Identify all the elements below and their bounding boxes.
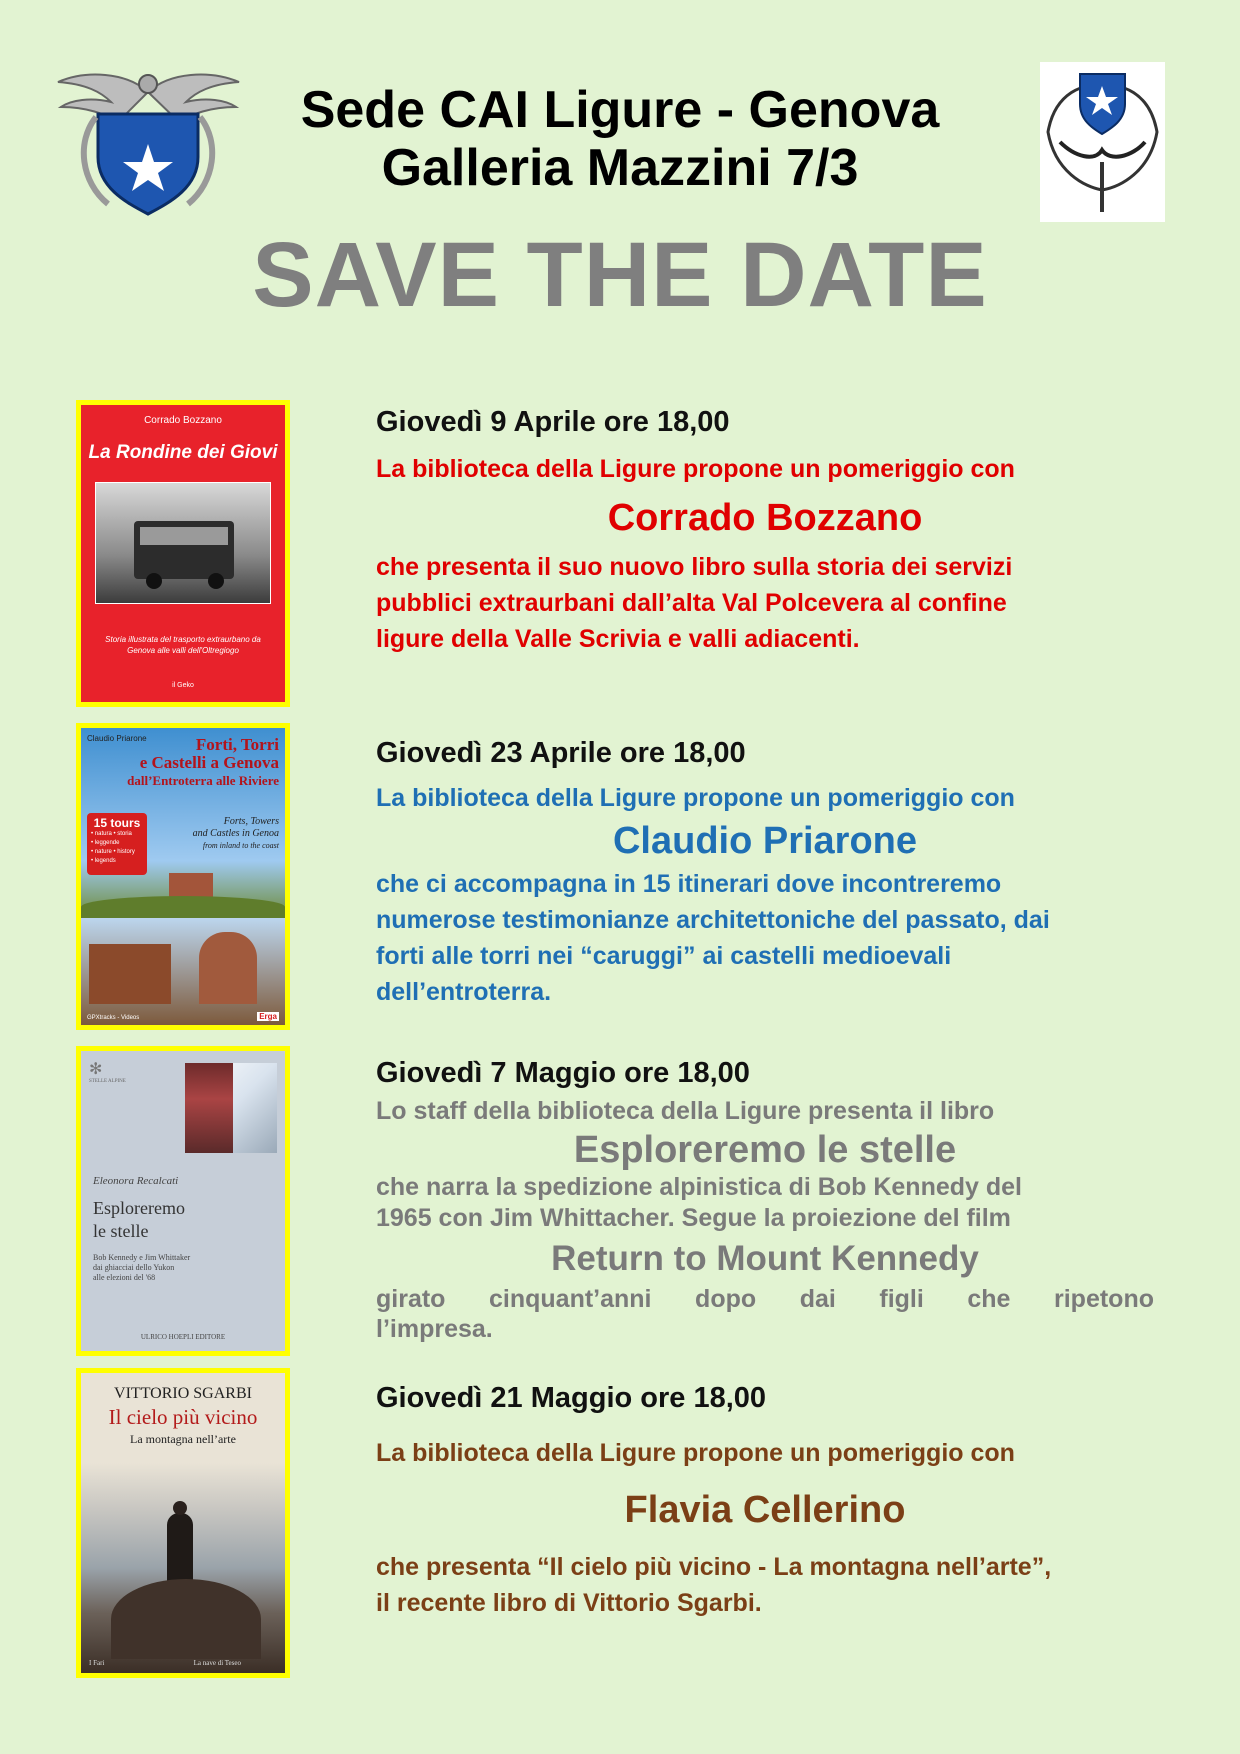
cover-author: Eleonora Recalcati — [93, 1175, 179, 1187]
event-desc-line: girato cinquant’anni dopo dai figli che ripetono — [376, 1285, 1154, 1313]
event-4 — [376, 1381, 1154, 1621]
cover-author: Claudio Priarone — [87, 734, 147, 743]
cover-author: Corrado Bozzano — [144, 415, 222, 426]
cover-tower-illustration — [199, 932, 257, 1004]
cover-series: STELLE ALPINE — [89, 1079, 126, 1084]
cover-publisher: Erga — [259, 1012, 277, 1021]
event-intro: La biblioteca della Ligure propone un pomeriggio con — [376, 1439, 1015, 1467]
header-title-line1: Sede CAI Ligure - Genova — [300, 81, 940, 139]
save-the-date-banner: SAVE THE DATE — [252, 224, 988, 326]
cover-wanderer-illustration — [167, 1513, 193, 1585]
cover-badge-line: • nature • history — [91, 849, 135, 855]
event-desc-line: che narra la spedizione alpinistica di Bob Kennedy del — [376, 1173, 1022, 1201]
event-1 — [376, 405, 1154, 657]
event-intro: La biblioteca della Ligure propone un pomeriggio con — [376, 455, 1015, 483]
cover-title-line: Esploreremo — [93, 1198, 185, 1218]
event-book-title: Esploreremo le stelle — [573, 1129, 957, 1171]
event-date: Giovedì 9 Aprile ore 18,00 — [376, 406, 730, 438]
book-cover-rondine — [76, 400, 290, 707]
event-desc-line: il recente libro di Vittorio Sgarbi. — [376, 1589, 762, 1617]
cover-publisher: ULRICO HOEPLI EDITORE — [140, 1333, 226, 1341]
cover-subtitle-line: from inland to the coast — [202, 841, 279, 850]
event-desc-line: che ci accompagna in 15 itinerari dove incontreremo — [376, 870, 1002, 898]
event-intro: Lo staff della biblioteca della Ligure presenta il libro — [376, 1097, 995, 1125]
cover-title-line: e Castelli a Genova — [139, 753, 279, 772]
cover-subtitle: Storia illustrata del trasporto extraurbano da Genova alle valli dell'Oltregiogo — [105, 635, 261, 655]
event-desc-line: che presenta “Il cielo più vicino - La montagna nell’arte”, — [376, 1553, 1052, 1581]
cover-subtitle-line: dai ghiacciai dello Yukon — [93, 1263, 175, 1272]
event-speaker: Flavia Cellerino — [624, 1489, 906, 1531]
cover-title-line: dall’Entroterra alle Riviere — [127, 773, 279, 788]
event-desc-line: ligure della Valle Scrivia e valli adiacenti. — [376, 625, 860, 653]
event-desc-line: che presenta il suo nuovo libro sulla storia dei servizi — [376, 553, 1013, 581]
book-cover-cielo-piu-vicino — [76, 1368, 290, 1678]
header-title-line2: Galleria Mazzini 7/3 — [381, 139, 859, 197]
event-desc-line: dell’entroterra. — [376, 978, 552, 1006]
cover-title: La Rondine dei Giovi — [88, 442, 278, 463]
cover-badge-line: • legends — [91, 858, 116, 864]
event-speaker: Corrado Bozzano — [607, 497, 923, 539]
cover-author: VITTORIO SGARBI — [114, 1385, 252, 1402]
cover-title-line: Forti, Torri — [195, 735, 279, 754]
event-desc-line: numerose testimonianze architettoniche del passato, dai — [376, 906, 1050, 934]
event-desc-line: pubblici extraurbani dall’alta Val Polcevera al confine — [376, 589, 1007, 617]
event-date: Giovedì 23 Aprile ore 18,00 — [376, 737, 746, 769]
cover-photo-bus — [95, 482, 271, 604]
event-speaker: Claudio Priarone — [612, 820, 918, 862]
cover-subtitle-line: and Castles in Genoa — [192, 828, 279, 839]
event-desc-line: 1965 con Jim Whittacher. Segue la proiezione del film — [376, 1204, 1011, 1232]
cover-badge — [87, 813, 147, 875]
event-date: Giovedì 21 Maggio ore 18,00 — [376, 1382, 767, 1414]
event-desc-line: forti alle torri nei “caruggi” ai castelli medioevali — [376, 942, 952, 970]
cover-subtitle-line: Forts, Towers — [223, 816, 279, 827]
cover-badge-title: 15 tours — [93, 816, 141, 830]
cover-castle-illustration — [89, 944, 171, 1004]
cover-badge-line: • natura • storia — [91, 831, 132, 837]
cover-series: I Fari — [89, 1659, 105, 1667]
event-intro: La biblioteca della Ligure propone un pomeriggio con — [376, 784, 1015, 812]
cover-publisher: il Geko — [172, 682, 194, 689]
book-cover-forti-torri — [76, 723, 290, 1030]
cover-title: Il cielo più vicino — [108, 1405, 258, 1429]
book-cover-esploreremo — [76, 1046, 290, 1356]
event-3 — [376, 1056, 1154, 1343]
event-2 — [376, 736, 1154, 1010]
cover-publisher: La nave di Teseo — [193, 1659, 241, 1667]
cover-footer: GPXtracks - Videos — [87, 1015, 140, 1021]
event-date: Giovedì 7 Maggio ore 18,00 — [376, 1057, 750, 1089]
event-film-title: Return to Mount Kennedy — [551, 1239, 979, 1278]
cover-subtitle: La montagna nell’arte — [130, 1432, 236, 1446]
event-desc-line: l’impresa. — [376, 1315, 493, 1343]
cover-title-line: le stelle — [93, 1221, 149, 1241]
cover-subtitle-line: alle elezioni del '68 — [93, 1273, 156, 1282]
edelweiss-icon: ✻ — [89, 1061, 103, 1078]
cover-subtitle-line: Bob Kennedy e Jim Whittaker — [93, 1253, 191, 1262]
cover-photo-climbers — [185, 1063, 277, 1153]
cover-badge-line: • leggende — [91, 840, 120, 846]
